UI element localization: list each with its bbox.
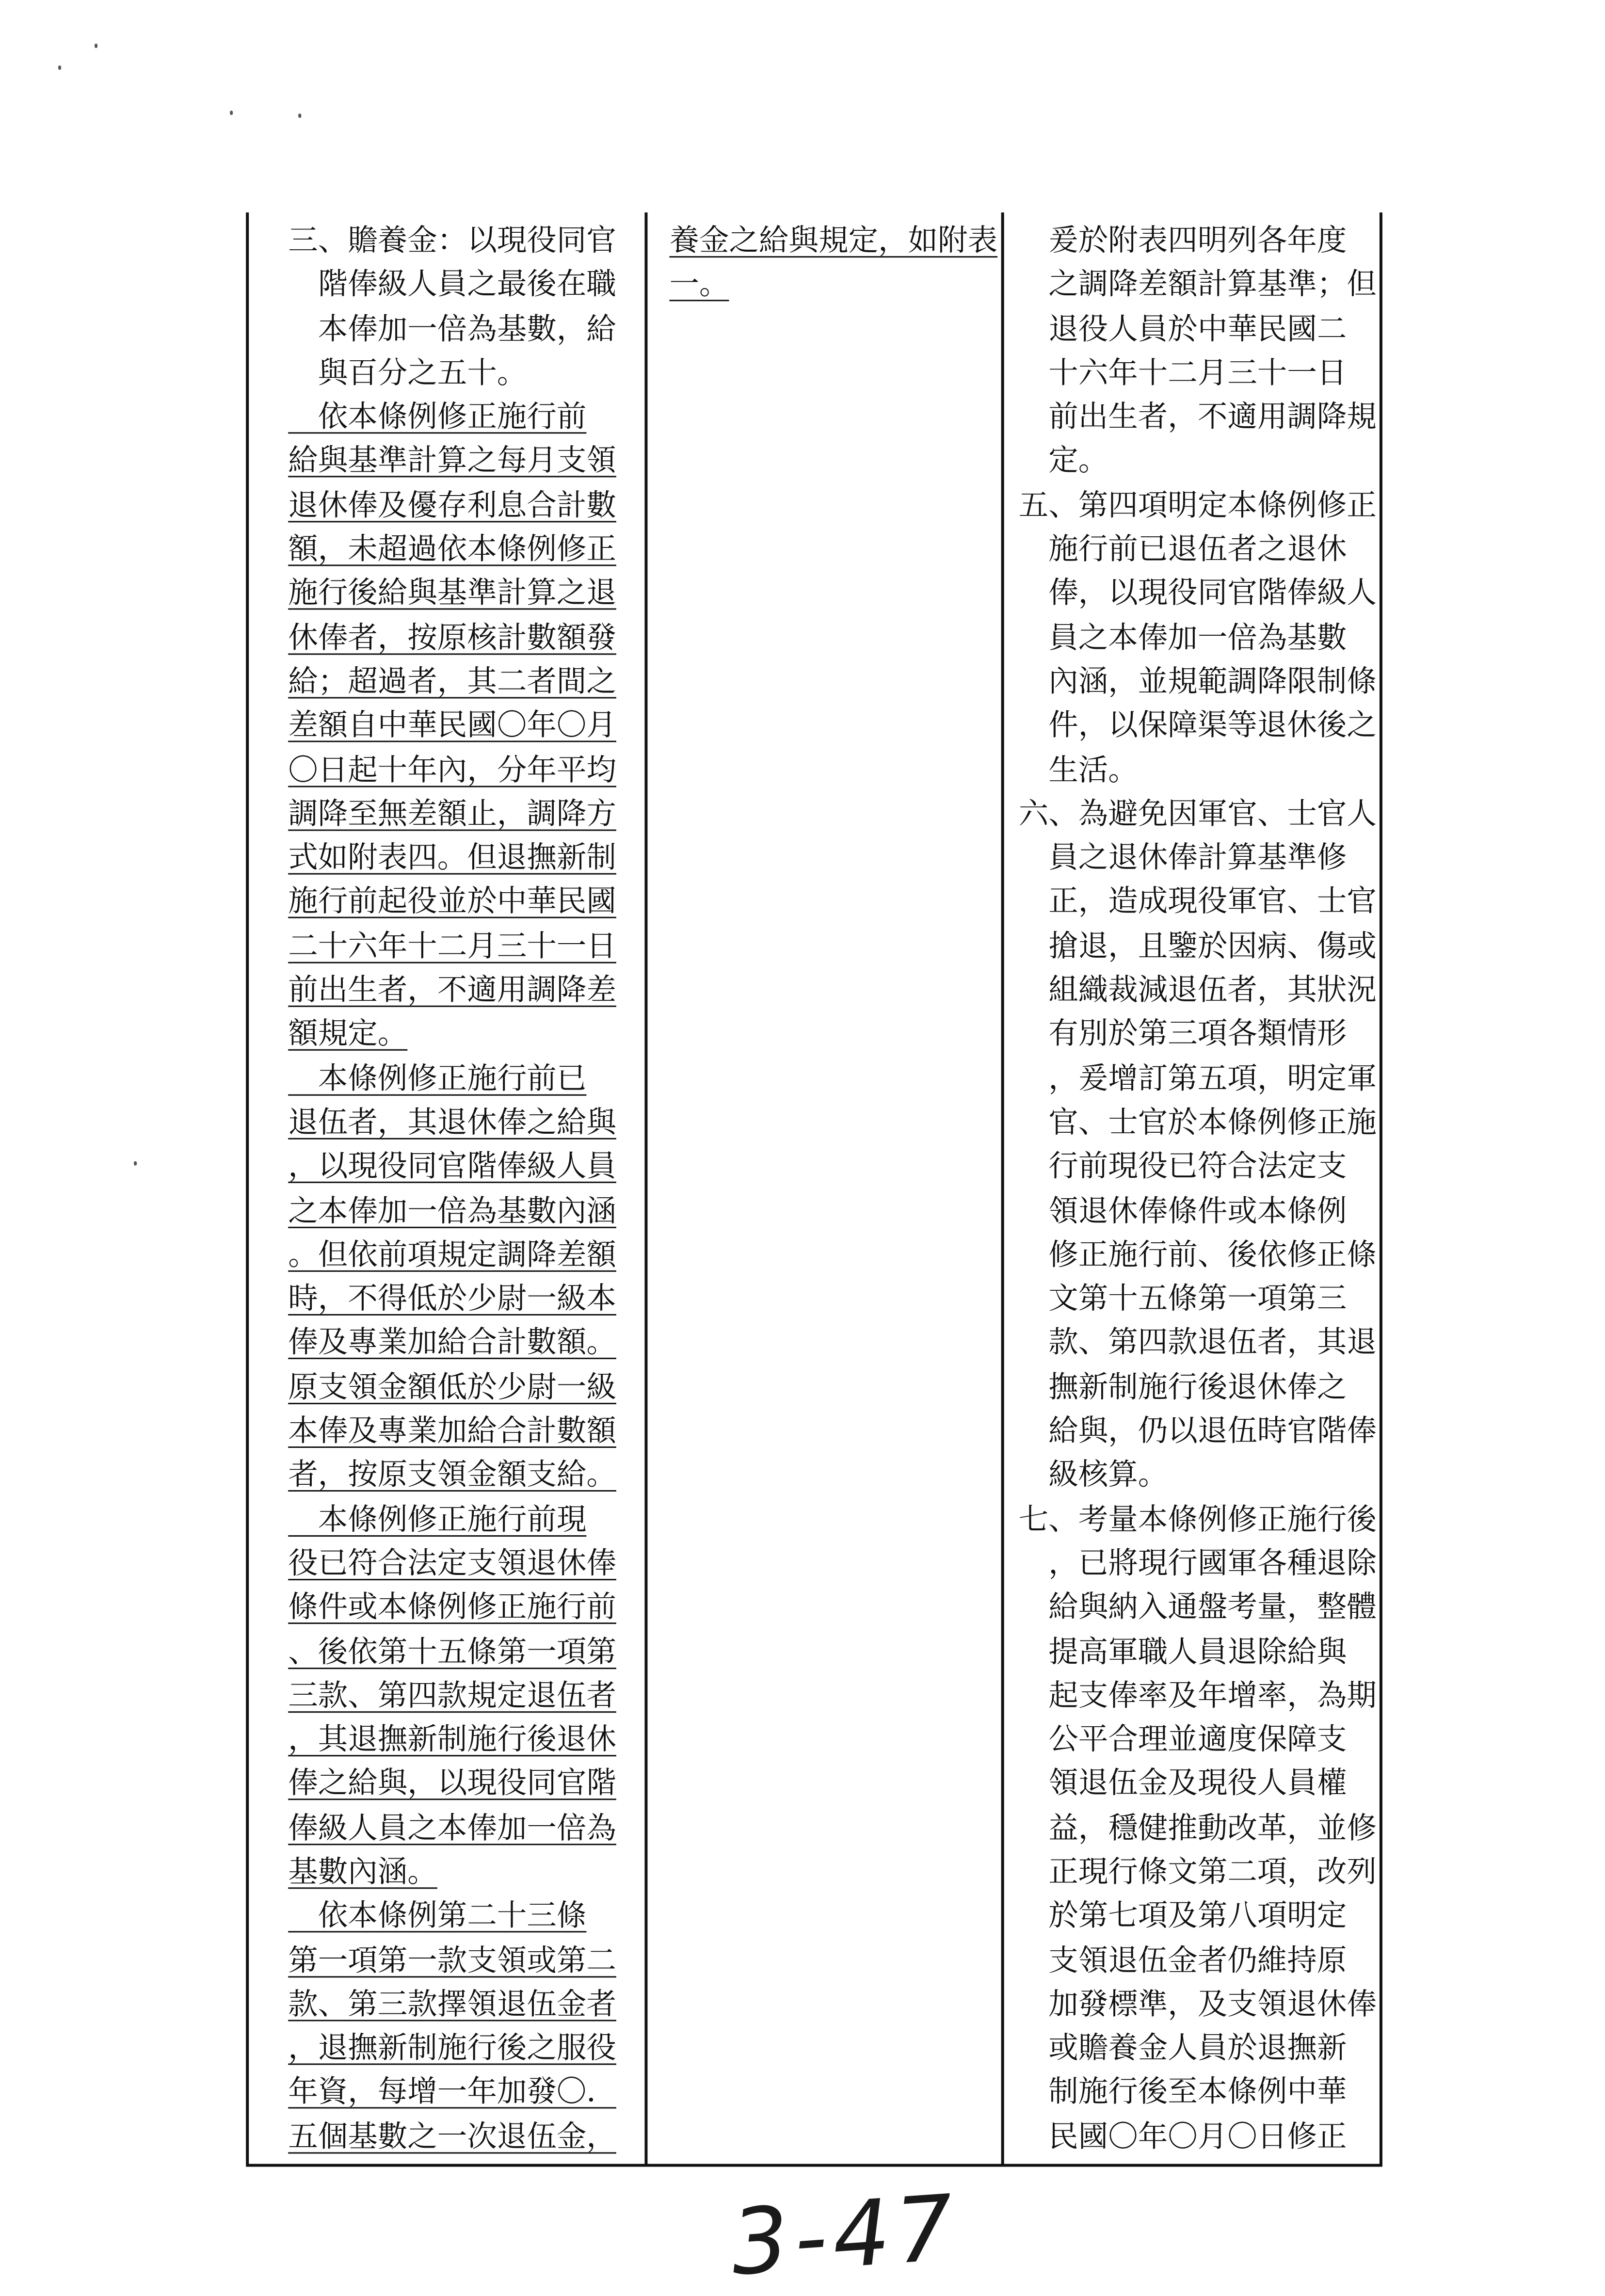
line-text: 休俸者，按原核計數額發 bbox=[288, 619, 616, 655]
text-line bbox=[288, 880, 616, 924]
line-text: 第一項第一款支領或第二 bbox=[288, 1942, 616, 1977]
line-text: 前出生者，不適用調降差 bbox=[288, 972, 616, 1007]
text-line bbox=[1018, 924, 1377, 968]
line-text: 退休俸及優存利息合計數 bbox=[288, 487, 616, 522]
table-right-border bbox=[1380, 212, 1382, 2164]
text-line bbox=[1019, 2026, 1368, 2070]
line-text: 修正施行前、後依修正條 bbox=[1018, 1236, 1377, 1272]
text-line bbox=[288, 1056, 611, 1100]
line-text: 者，按原支領金額支給。 bbox=[288, 1457, 616, 1492]
line-text: 與百分之五十。 bbox=[288, 354, 527, 390]
line-text: 十六年十二月三十一日 bbox=[1018, 354, 1347, 390]
line-text: 依本條例修正施行前 bbox=[288, 399, 587, 434]
text-line bbox=[288, 571, 616, 615]
text-line bbox=[1018, 1320, 1377, 1365]
text-line bbox=[1019, 2070, 1368, 2114]
line-text: 官、士官於本條例修正施 bbox=[1018, 1104, 1377, 1140]
line-text: 式如附表四。但退撫新制 bbox=[288, 840, 616, 875]
text-line bbox=[288, 1982, 616, 2026]
text-line bbox=[1019, 439, 1368, 483]
line-text: 本俸及專業加給合計數額 bbox=[288, 1413, 616, 1448]
line-text: 三、贍養金：以現役同官 bbox=[288, 223, 616, 258]
text-line bbox=[1019, 1938, 1368, 1982]
text-line bbox=[288, 968, 616, 1012]
line-text: 起支俸率及年增率，為期 bbox=[1018, 1677, 1377, 1713]
line-text: 有別於第三項各類情形 bbox=[1018, 1016, 1347, 1051]
text-line bbox=[288, 218, 616, 262]
text-line bbox=[1019, 1188, 1368, 1232]
line-text: 領退伍金及現役人員權 bbox=[1018, 1766, 1347, 1801]
line-text: 俸及專業加給合計數額。 bbox=[288, 1325, 616, 1360]
line-text: 原支領金額低於少尉一級 bbox=[288, 1369, 616, 1404]
text-line bbox=[1018, 1541, 1377, 1585]
line-text: 組織裁減退伍者，其狀況 bbox=[1018, 972, 1377, 1007]
text-line bbox=[288, 835, 616, 880]
line-text: 文第十五條第一項第三 bbox=[1018, 1281, 1347, 1316]
text-line bbox=[1019, 1453, 1368, 1497]
line-text: 於第七項及第八項明定 bbox=[1018, 1898, 1347, 1933]
text-line bbox=[1019, 1894, 1368, 1938]
text-line bbox=[1019, 527, 1368, 571]
text-line bbox=[1019, 218, 1368, 262]
text-line bbox=[288, 1012, 611, 1056]
text-line bbox=[1018, 1497, 1377, 1541]
line-text: 支領退伍金者仍維持原 bbox=[1018, 1942, 1347, 1977]
line-text: 退役人員於中華民國二 bbox=[1018, 310, 1347, 346]
text-line bbox=[288, 1849, 611, 1894]
line-text: 〇日起十年內，分年平均 bbox=[288, 752, 616, 787]
text-line bbox=[1019, 1012, 1368, 1056]
line-text: 施行後給與基準計算之退 bbox=[288, 575, 616, 610]
text-line bbox=[288, 1761, 616, 1805]
line-text: 正現行條文第二項，改列 bbox=[1018, 1854, 1377, 1889]
text-line bbox=[288, 1894, 611, 1938]
text-line bbox=[288, 1144, 616, 1188]
line-text: 級核算。 bbox=[1018, 1457, 1168, 1492]
line-text: 前出生者，不適用調降規 bbox=[1018, 399, 1377, 434]
line-text: 款、第三款擇領退伍金者 bbox=[288, 1986, 616, 2022]
text-line bbox=[1018, 1585, 1377, 1629]
text-line bbox=[288, 703, 616, 747]
text-line bbox=[1018, 1100, 1377, 1144]
text-line bbox=[288, 483, 616, 527]
line-text: 俸級人員之本俸加一倍為 bbox=[288, 1810, 616, 1845]
line-text: 退伍者，其退休俸之給與 bbox=[288, 1104, 616, 1140]
page-number: 3-47 bbox=[727, 2174, 963, 2296]
text-line bbox=[1018, 571, 1377, 615]
text-line bbox=[288, 1409, 616, 1453]
scan-speck bbox=[58, 65, 61, 70]
line-text: ，以現役同官階俸級人員 bbox=[288, 1148, 616, 1184]
text-line bbox=[288, 659, 616, 703]
text-line bbox=[669, 262, 992, 306]
text-line bbox=[288, 615, 616, 659]
line-text: 俸，以現役同官階俸級人 bbox=[1018, 575, 1377, 610]
amended-text-column bbox=[288, 218, 616, 2158]
line-text: 之調降差額計算基準；但 bbox=[1018, 267, 1377, 302]
text-line bbox=[1018, 1805, 1377, 1849]
text-line bbox=[288, 924, 616, 968]
text-line bbox=[669, 218, 998, 262]
text-line bbox=[1018, 262, 1377, 306]
text-line bbox=[288, 1585, 616, 1629]
line-text: 階俸級人員之最後在職 bbox=[288, 267, 616, 302]
line-text: 五、第四項明定本條例修正 bbox=[1018, 487, 1377, 522]
text-line bbox=[288, 1365, 616, 1409]
line-text: 給與納入通盤考量，整體 bbox=[1018, 1589, 1377, 1624]
text-line bbox=[288, 262, 616, 306]
line-text: 年資，每增一年加發〇． bbox=[288, 2074, 616, 2109]
line-text: 搶退，且鑒於因病、傷或 bbox=[1018, 928, 1377, 963]
text-line bbox=[288, 791, 616, 835]
text-line bbox=[1018, 1056, 1377, 1100]
text-line bbox=[288, 1497, 611, 1541]
text-line bbox=[1018, 968, 1377, 1012]
text-line bbox=[288, 1805, 616, 1849]
line-text: 行前現役已符合法定支 bbox=[1018, 1148, 1347, 1184]
text-line bbox=[288, 306, 616, 351]
table-bottom-rule bbox=[246, 2164, 1382, 2167]
line-text: 本條例修正施行前已 bbox=[288, 1060, 587, 1095]
scan-speck bbox=[230, 111, 233, 115]
text-line bbox=[1019, 306, 1368, 351]
text-line bbox=[1018, 1232, 1377, 1276]
text-line bbox=[1019, 1761, 1368, 1805]
line-text: 本條例修正施行前現 bbox=[288, 1501, 587, 1536]
line-text: 給；超過者，其二者間之 bbox=[288, 663, 616, 699]
text-line bbox=[1018, 791, 1377, 835]
scan-speck bbox=[134, 1161, 137, 1166]
text-line bbox=[1019, 1629, 1368, 1673]
text-line bbox=[1018, 483, 1377, 527]
line-text: 給與，仍以退伍時官階俸 bbox=[1018, 1413, 1377, 1448]
column-divider-1 bbox=[644, 212, 647, 2164]
text-line bbox=[1018, 659, 1377, 703]
text-line bbox=[1018, 1409, 1377, 1453]
line-text: 、後依第十五條第一項第 bbox=[288, 1633, 616, 1669]
line-text: 時，不得低於少尉一級本 bbox=[288, 1281, 616, 1316]
line-text: 施行前已退伍者之退休 bbox=[1018, 531, 1347, 566]
line-text: 基數內涵。 bbox=[288, 1854, 437, 1889]
text-line bbox=[288, 1541, 616, 1585]
line-text: 三款、第四款規定退伍者 bbox=[288, 1677, 616, 1713]
line-text: 撫新制施行後退休俸之 bbox=[1018, 1369, 1347, 1404]
text-line bbox=[288, 2114, 616, 2158]
line-text: 。但依前項規定調降差額 bbox=[288, 1236, 616, 1272]
text-line bbox=[1019, 1365, 1368, 1409]
text-line bbox=[1019, 2114, 1368, 2158]
text-line bbox=[1018, 1849, 1377, 1894]
line-text: 之本俸加一倍為基數內涵 bbox=[288, 1192, 616, 1228]
text-line bbox=[1019, 747, 1368, 791]
line-text: 款、第四款退伍者，其退 bbox=[1018, 1325, 1377, 1360]
line-text: 提高軍職人員退除給與 bbox=[1018, 1633, 1347, 1669]
text-line bbox=[1019, 351, 1368, 395]
line-text: 民國〇年〇月〇日修正 bbox=[1018, 2118, 1347, 2153]
text-line bbox=[1019, 1276, 1368, 1320]
text-line bbox=[288, 1320, 616, 1365]
text-line bbox=[1018, 395, 1377, 439]
text-line bbox=[288, 1188, 616, 1232]
text-line bbox=[288, 439, 616, 483]
current-text-column bbox=[669, 218, 998, 306]
line-text: 一。 bbox=[669, 267, 729, 302]
scan-speck bbox=[95, 44, 97, 48]
text-line bbox=[288, 1453, 616, 1497]
line-text: 給與基準計算之每月支領 bbox=[288, 443, 616, 478]
text-line bbox=[288, 395, 611, 439]
line-text: 役已符合法定支領退休俸 bbox=[288, 1545, 616, 1580]
table-left-border bbox=[246, 212, 249, 2164]
explanation-column bbox=[1018, 218, 1377, 2158]
line-text: 本俸加一倍為基數，給 bbox=[288, 310, 616, 346]
text-line bbox=[1018, 880, 1377, 924]
line-text: 領退休俸條件或本條例 bbox=[1018, 1192, 1347, 1228]
text-line bbox=[288, 1232, 616, 1276]
line-text: 五個基數之一次退伍金， bbox=[288, 2118, 616, 2153]
text-line bbox=[288, 527, 616, 571]
text-line bbox=[288, 2026, 616, 2070]
text-line bbox=[288, 1100, 616, 1144]
line-text: 制施行後至本條例中華 bbox=[1018, 2074, 1347, 2109]
text-line bbox=[288, 1629, 616, 1673]
text-line bbox=[288, 1938, 616, 1982]
line-text: ，其退撫新制施行後退休 bbox=[288, 1721, 616, 1757]
line-text: 正，造成現役軍官、士官 bbox=[1018, 883, 1377, 919]
text-line bbox=[288, 351, 611, 395]
line-text: 七、考量本條例修正施行後 bbox=[1018, 1501, 1377, 1536]
scan-speck bbox=[298, 113, 301, 118]
text-line bbox=[288, 1276, 616, 1320]
line-text: 爰於附表四明列各年度 bbox=[1018, 223, 1347, 258]
line-text: 額規定。 bbox=[288, 1016, 408, 1051]
line-text: 依本條例第二十三條 bbox=[288, 1898, 587, 1933]
line-text: 二十六年十二月三十一日 bbox=[288, 928, 616, 963]
line-text: 額，未超過依本條例修正 bbox=[288, 531, 616, 566]
line-text: 條件或本條例修正施行前 bbox=[288, 1589, 616, 1624]
line-text: ，退撫新制施行後之服役 bbox=[288, 2030, 616, 2065]
line-text: 俸之給與，以現役同官階 bbox=[288, 1766, 616, 1801]
line-text: 六、為避免因軍官、士官人 bbox=[1018, 796, 1377, 831]
column-divider-2 bbox=[1001, 212, 1004, 2164]
text-line bbox=[1018, 1982, 1377, 2026]
line-text: 益，穩健推動改革，並修 bbox=[1018, 1810, 1377, 1845]
line-text: 定。 bbox=[1018, 443, 1108, 478]
text-line bbox=[1018, 1673, 1377, 1718]
text-line bbox=[288, 2070, 616, 2114]
line-text: 或贍養金人員於退撫新 bbox=[1018, 2030, 1347, 2065]
line-text: 加發標準，及支領退休俸 bbox=[1018, 1986, 1377, 2022]
line-text: 內涵，並規範調降限制條 bbox=[1018, 663, 1377, 699]
line-text: 件，以保障渠等退休後之 bbox=[1018, 707, 1377, 743]
text-line bbox=[1018, 703, 1377, 747]
text-line bbox=[1019, 615, 1368, 659]
text-line bbox=[288, 1717, 616, 1761]
text-line bbox=[288, 747, 616, 791]
line-text: 差額自中華民國〇年〇月 bbox=[288, 707, 616, 743]
line-text: 養金之給與規定，如附表 bbox=[669, 223, 998, 258]
text-line bbox=[1019, 835, 1368, 880]
line-text: 生活。 bbox=[1018, 752, 1138, 787]
line-text: 員之本俸加一倍為基數 bbox=[1018, 619, 1347, 655]
line-text: ，已將現行國軍各種退除 bbox=[1018, 1545, 1377, 1580]
text-line bbox=[1019, 1717, 1368, 1761]
line-text: ，爰增訂第五項，明定軍 bbox=[1018, 1060, 1377, 1095]
line-text: 施行前起役並於中華民國 bbox=[288, 883, 616, 919]
text-line bbox=[288, 1673, 616, 1718]
line-text: 公平合理並適度保障支 bbox=[1018, 1721, 1347, 1757]
text-line bbox=[1019, 1144, 1368, 1188]
line-text: 調降至無差額止，調降方 bbox=[288, 796, 616, 831]
line-text: 員之退休俸計算基準修 bbox=[1018, 840, 1347, 875]
